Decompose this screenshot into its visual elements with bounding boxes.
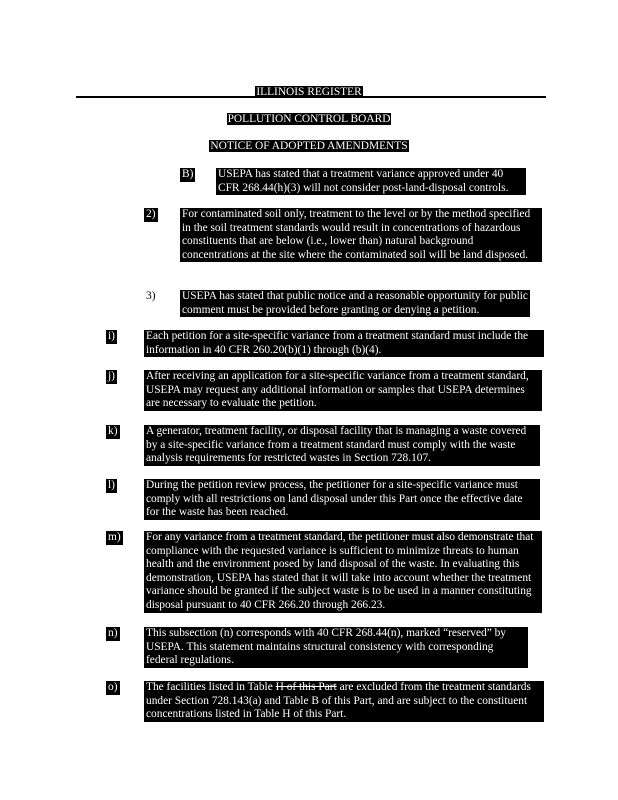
- item-label-i: i): [108, 330, 115, 342]
- item-label-3: 3): [146, 290, 156, 302]
- register-title-text: ILLINOIS REGISTER: [256, 86, 362, 98]
- item-text-3: USEPA has stated that public notice and a reasonable opportunity for public comment must be provided before granting or denying a petition.: [180, 290, 530, 317]
- item-text-B: USEPA has stated that a treatment variance approved under 40 CFR 268.44(h)(3) will not consider post-land-disposal controls.: [216, 168, 526, 195]
- item-label-l: l): [108, 479, 115, 491]
- notice-title: [0, 140, 618, 153]
- item-text-m: For any variance from a treatment standard, the petitioner must also demonstrate that compliance with the requested variance is sufficient to minimize threats to human health and the environment posed by land disposal of the waste. In evaluating this demonstration, USEPA has stated that it will take into account whether the treatment variance should be granted if the subject waste is to be used in a manner constituting disposal pursuant to 40 CFR 266.20 through 266.23.: [144, 531, 542, 613]
- item-label-m: m): [108, 531, 121, 543]
- item-text-l: During the petition review process, the petitioner for a site-specific variance must comply with all restrictions on land disposal under this Part once the effective date for the waste has been reached.: [144, 479, 540, 520]
- register-title: [0, 86, 618, 99]
- item-label-k: k): [108, 425, 118, 437]
- item-label-o: o): [108, 681, 118, 693]
- item-text-o-after: are excluded from the treatment standards under Section 728.143(a) and Table B of this Part, and are subject to the constituent concentrations listed in Table H of this Part.: [146, 681, 531, 721]
- item-text-2: For contaminated soil only, treatment to the level or by the method specified in the soil treatment standards would result in concentrations of hazardous constituents that are below (i.e., lower than) natural background concentrations at the site where the contaminated soil will be land disposed.: [180, 208, 542, 262]
- item-label-j: j): [108, 370, 115, 382]
- item-label-2: 2): [146, 208, 156, 220]
- board-title-text: POLLUTION CONTROL BOARD: [227, 113, 391, 125]
- item-label-n: n): [108, 627, 118, 639]
- item-text-k: A generator, treatment facility, or disposal facility that is managing a waste covered by a site-specific variance from a treatment standard must comply with the waste analysis requirements for restricted wastes in Section 728.107.: [144, 425, 540, 466]
- item-label-B: B): [182, 168, 194, 180]
- item-text-o-before: The facilities listed in Table: [146, 681, 276, 693]
- item-text-j: After receiving an application for a site-specific variance from a treatment standard, USEPA may request any additional information or samples that USEPA determines are necessary to evaluate the petition.: [144, 370, 542, 411]
- item-text-o: [144, 681, 544, 722]
- item-text-n: This subsection (n) corresponds with 40 CFR 268.44(n), marked “reserved” by USEPA. This statement maintains structural consistency with corresponding federal regulations.: [144, 627, 528, 668]
- item-text-o-struck: H of this Part: [275, 681, 337, 693]
- item-text-i: Each petition for a site-specific variance from a treatment standard must include the information in 40 CFR 260.20(b)(1) through (b)(4).: [144, 330, 544, 357]
- board-title: [0, 113, 618, 126]
- notice-title-text: NOTICE OF ADOPTED AMENDMENTS: [210, 140, 408, 152]
